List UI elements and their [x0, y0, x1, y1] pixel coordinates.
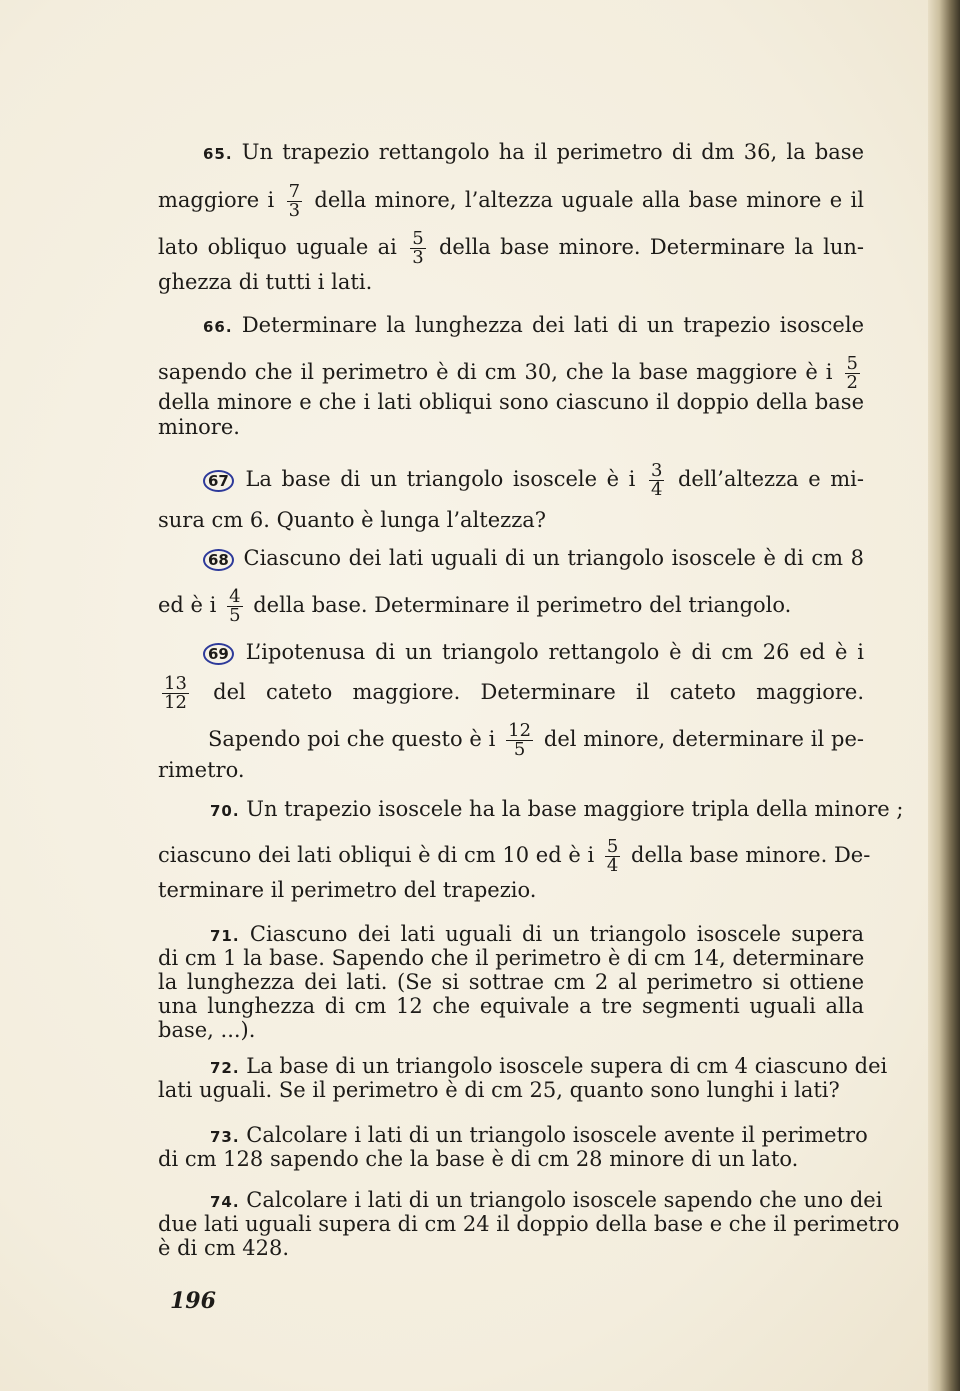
text-segment: è di cm 428.: [158, 1236, 290, 1260]
problem-66-line-4: [158, 415, 864, 439]
text-segment: del cateto maggiore. Determinare il cateto maggiore.: [213, 680, 864, 704]
problem-number: 71.: [210, 927, 240, 945]
problem-number: 65.: [203, 145, 233, 163]
text-segment: La base di un triangolo isoscele è i: [245, 467, 636, 491]
problem-65-line-2: [158, 183, 864, 220]
text-segment: minore.: [158, 415, 240, 439]
text-segment: Un trapezio isoscele ha la base maggiore tripla della minore ;: [246, 797, 904, 821]
text-segment: della base minore. Determinare la lun-: [438, 235, 864, 259]
fraction-denominator: 3: [288, 200, 301, 221]
fraction: [845, 355, 860, 392]
fraction-numerator: 13: [164, 673, 187, 694]
page-number: 196: [170, 1288, 216, 1314]
fraction: [410, 230, 425, 267]
page-edge-shadow: [928, 0, 960, 1391]
text-segment: sura cm 6. Quanto è lunga l’altezza?: [158, 508, 547, 532]
problem-66-line-2: [158, 355, 864, 392]
text-segment: Ciascuno dei lati uguali di un triangolo isoscele supera: [249, 922, 864, 946]
fraction-denominator: 12: [164, 692, 187, 713]
text-segment: della minore e che i lati obliqui sono ciascuno il doppio della base: [158, 390, 864, 414]
problem-66-line-3: [158, 390, 864, 414]
problem-69-line-4: [158, 758, 864, 782]
problem-72-line-2: [158, 1078, 864, 1102]
problem-72-line-1: [210, 1054, 888, 1080]
text-segment: lato obliquo uguale ai: [158, 235, 397, 259]
problem-67-line-2: [158, 508, 864, 532]
text-segment: dell’altezza e mi-: [677, 467, 864, 491]
problem-74-line-2: [158, 1212, 900, 1236]
problem-number: 68: [203, 549, 234, 571]
text-segment: la lunghezza dei lati. (Se si sottrae cm 2 al perimetro si ottiene: [158, 970, 864, 994]
text-segment: ciascuno dei lati obliqui è di cm 10 ed è i: [158, 843, 595, 867]
problem-number: 72.: [210, 1059, 240, 1077]
text-segment: della base. Determinare il perimetro del triangolo.: [253, 593, 792, 617]
fraction: [506, 722, 533, 759]
text-segment: una lunghezza di cm 12 che equivale a tre segmenti uguali alla: [158, 994, 864, 1018]
problem-74-line-3: [158, 1236, 864, 1260]
fraction-denominator: 4: [606, 855, 619, 876]
fraction: [227, 588, 242, 625]
problem-number: 73.: [210, 1128, 240, 1146]
text-segment: lati uguali. Se il perimetro è di cm 25, quanto sono lunghi i lati?: [158, 1078, 840, 1102]
fraction-numerator: 5: [606, 836, 619, 857]
problem-65-line-3: [158, 230, 864, 267]
text-segment: La base di un triangolo isoscele supera di cm 4 ciascuno dei: [246, 1054, 888, 1078]
problem-number: 74.: [210, 1193, 240, 1211]
fraction-numerator: 3: [650, 460, 663, 481]
problem-71-line-5: [158, 1018, 864, 1042]
text-segment: Sapendo poi che questo è i: [208, 727, 496, 751]
problem-68-line-1: [203, 546, 864, 571]
fraction: [605, 838, 620, 875]
text-segment: del minore, determinare il pe-: [543, 727, 864, 751]
fraction-numerator: 5: [412, 228, 424, 249]
problem-70-line-3: [158, 878, 864, 902]
problem-69-line-1: [203, 640, 864, 665]
fraction-numerator: 12: [508, 720, 532, 741]
problem-number: 69: [203, 643, 234, 665]
fraction-numerator: 7: [288, 181, 301, 202]
problem-number: 70.: [210, 802, 240, 820]
problem-number: 66.: [203, 318, 233, 336]
fraction: [287, 183, 302, 220]
text-segment: L’ipotenusa di un triangolo rettangolo è di cm 26 ed è i: [245, 640, 864, 664]
problem-74-line-1: [210, 1188, 883, 1214]
problem-67-line-1: [203, 462, 864, 499]
problem-70-line-2: [158, 836, 871, 876]
fraction-denominator: 5: [513, 739, 526, 760]
problem-71-line-3: [158, 970, 864, 994]
fraction-denominator: 4: [650, 479, 663, 500]
problem-69-line-3: [208, 722, 864, 759]
fraction-denominator: 5: [229, 605, 241, 626]
text-segment: della minore, l’altezza uguale alla base minore e il: [314, 188, 864, 212]
text-segment: due lati uguali supera di cm 24 il doppio della base e che il perimetro: [158, 1212, 900, 1236]
text-segment: Calcolare i lati di un triangolo isoscele avente il perimetro: [246, 1123, 868, 1147]
text-segment: rimetro.: [158, 758, 245, 782]
problem-66-line-1: [203, 313, 864, 339]
text-segment: Determinare la lunghezza dei lati di un trapezio isoscele: [241, 313, 864, 337]
text-segment: Ciascuno dei lati uguali di un triangolo isoscele è di cm 8: [243, 546, 864, 570]
problem-70-line-1: [210, 797, 904, 823]
problem-71-line-1: [210, 922, 864, 948]
text-segment: della base minore. De-: [631, 843, 871, 867]
text-segment: maggiore i: [158, 188, 275, 212]
fraction-denominator: 2: [846, 372, 858, 393]
text-segment: Un trapezio rettangolo ha il perimetro di dm 36, la base: [241, 140, 864, 164]
problem-71-line-4: [158, 994, 864, 1018]
problem-71-line-2: [158, 946, 864, 970]
text-segment: ghezza di tutti i lati.: [158, 270, 373, 294]
fraction-denominator: 3: [412, 247, 424, 268]
fraction-numerator: 4: [229, 586, 241, 607]
text-segment: ed è i: [158, 593, 217, 617]
text-segment: di cm 1 la base. Sapendo che il perimetro è di cm 14, determinare: [158, 946, 865, 970]
text-segment: base, ...).: [158, 1018, 256, 1042]
problem-69-line-2: [158, 675, 864, 712]
text-segment: Calcolare i lati di un triangolo isoscele sapendo che uno dei: [246, 1188, 883, 1212]
problem-73-line-1: [210, 1123, 868, 1149]
text-segment: sapendo che il perimetro è di cm 30, che la base maggiore è i: [158, 360, 833, 384]
problem-65-line-4: [158, 270, 864, 294]
problem-65-line-1: [203, 140, 864, 166]
text-segment: di cm 128 sapendo che la base è di cm 28 minore di un lato.: [158, 1147, 799, 1171]
fraction: [649, 462, 664, 499]
problem-68-line-2: [158, 588, 864, 625]
text-segment: terminare il perimetro del trapezio.: [158, 878, 537, 902]
problem-number: 67: [203, 470, 234, 492]
fraction-numerator: 5: [846, 353, 858, 374]
problem-73-line-2: [158, 1147, 864, 1171]
fraction: [162, 675, 189, 712]
